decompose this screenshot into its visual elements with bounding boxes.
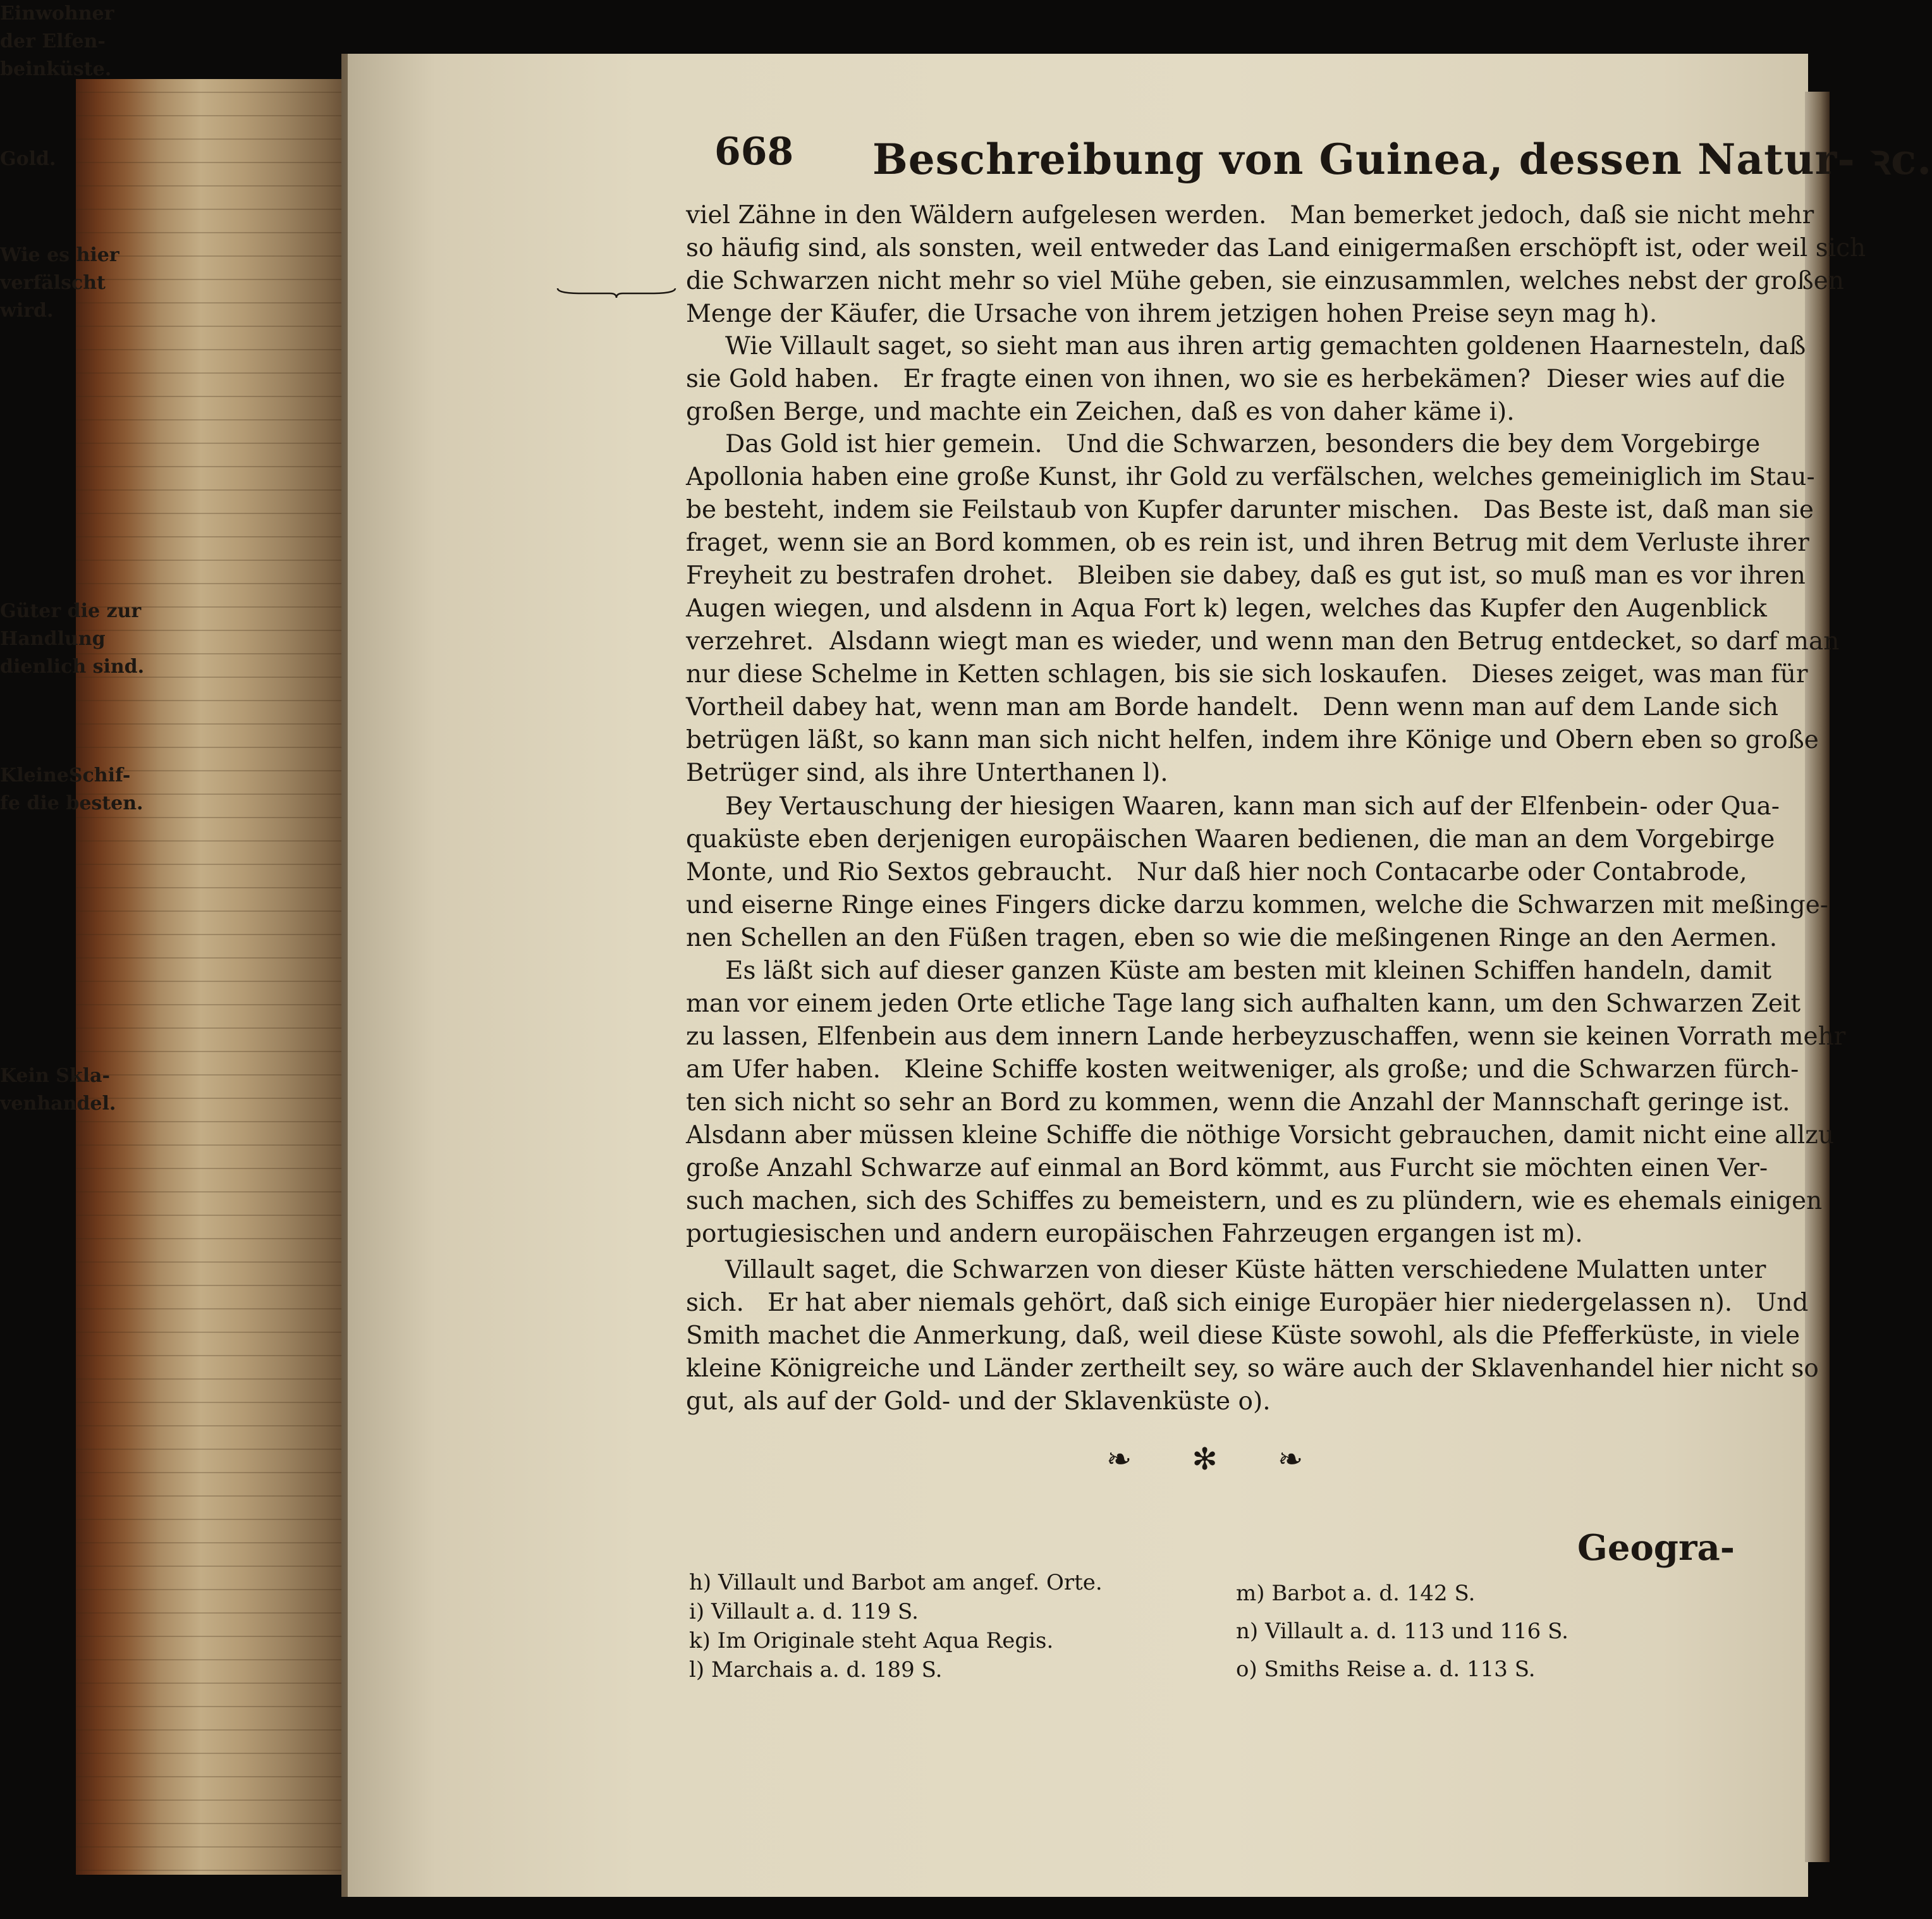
text-line: Vortheil dabey hat, wenn man am Borde handelt. Denn wenn man auf dem Lande sich bbox=[686, 693, 1779, 721]
footnote: l) Marchais a. d. 189 S. bbox=[689, 1657, 943, 1683]
text-line: Apollonia haben eine große Kunst, ihr Gold zu verfälschen, welches gemeiniglich im Stau- bbox=[686, 463, 1815, 491]
text-line: ten sich nicht so sehr an Bord zu kommen, wenn die Anzahl der Mannschaft geringe ist. bbox=[686, 1088, 1790, 1117]
footnote: h) Villault und Barbot am angef. Orte. bbox=[689, 1570, 1103, 1595]
running-head bbox=[714, 130, 1932, 193]
footnotes-left bbox=[689, 1568, 1103, 1684]
paragraph-p3 bbox=[686, 428, 1840, 790]
text-line: fraget, wenn sie an Bord kommen, ob es rein ist, und ihren Betrug mit dem Verluste ihrer bbox=[686, 529, 1809, 557]
margin-note-line: KleineSchif- bbox=[0, 764, 131, 787]
footnote: o) Smiths Reise a. d. 113 S. bbox=[1236, 1657, 1536, 1682]
text-line: be besteht, indem sie Feilstaub von Kupfer darunter mischen. Das Beste ist, daß man sie bbox=[686, 496, 1814, 524]
margin-note-line: fe die besten. bbox=[0, 792, 144, 814]
text-line: Es läßt sich auf dieser ganzen Küste am besten mit kleinen Schiffen handeln, damit bbox=[686, 957, 1772, 985]
text-line: Menge der Käufer, die Ursache von ihrem jetzigen hohen Preise seyn mag h). bbox=[686, 300, 1658, 328]
footnotes-right bbox=[1236, 1574, 1568, 1688]
text-line: Alsdann aber müssen kleine Schiffe die nöthige Vorsicht gebrauchen, damit nicht eine allzu bbox=[686, 1121, 1834, 1150]
ornament-vignette: ❧ ✻ ❧ bbox=[1106, 1442, 1329, 1477]
text-line: am Ufer haben. Kleine Schiffe kosten weitweniger, als große; und die Schwarzen fürch- bbox=[686, 1055, 1799, 1084]
paragraph-p5 bbox=[686, 955, 1846, 1251]
margin-note-line: Einwohner bbox=[0, 3, 114, 25]
text-line: Wie Villault saget, so sieht man aus ihren artig gemachten goldenen Haarnesteln, daß bbox=[686, 332, 1806, 360]
paragraph-p4 bbox=[686, 790, 1829, 955]
text-line: kleine Königreiche und Länder zertheilt sey, so wäre auch der Sklavenhandel hier nicht so bbox=[686, 1354, 1819, 1383]
text-line: und eiserne Ringe eines Fingers dicke darzu kommen, welche die Schwarzen mit meßinge- bbox=[686, 891, 1829, 919]
margin-note-verfaelscht bbox=[0, 242, 119, 325]
text-line: Das Gold ist hier gemein. Und die Schwarzen, besonders die bey dem Vorgebirge bbox=[686, 430, 1761, 458]
margin-note-line: Handlung bbox=[0, 628, 106, 650]
text-line: nur diese Schelme in Ketten schlagen, bis sie sich loskaufen. Dieses zeiget, was man für bbox=[686, 660, 1808, 689]
margin-note-sklaven bbox=[0, 1062, 116, 1118]
margin-note-gueter bbox=[0, 598, 144, 681]
margin-note-elfenbein bbox=[0, 0, 114, 83]
footnote: i) Villault a. d. 119 S. bbox=[689, 1599, 919, 1624]
footnote: m) Barbot a. d. 142 S. bbox=[1236, 1581, 1476, 1606]
text-line: Augen wiegen, und alsdenn in Aqua Fort k) legen, welches das Kupfer den Augenblick bbox=[686, 594, 1767, 623]
text-line: Smith machet die Anmerkung, daß, weil diese Küste sowohl, als die Pfefferküste, in viele bbox=[686, 1321, 1801, 1350]
margin-note-line: beinküste. bbox=[0, 58, 112, 80]
margin-note-line: Gold. bbox=[0, 148, 56, 170]
text-line: großen Berge, und machte ein Zeichen, daß es von daher käme i). bbox=[686, 398, 1515, 426]
footnote: k) Im Originale steht Aqua Regis. bbox=[689, 1628, 1054, 1653]
paragraph-p6 bbox=[686, 1254, 1819, 1418]
text-line: portugiesischen und andern europäischen Fahrzeugen ergangen ist m). bbox=[686, 1220, 1583, 1248]
text-line: Bey Vertauschung der hiesigen Waaren, kann man sich auf der Elfenbein- oder Qua- bbox=[686, 792, 1780, 821]
text-line: Villault saget, die Schwarzen von dieser Küste hätten verschiedene Mulatten unter bbox=[686, 1256, 1766, 1284]
text-line: betrügen läßt, so kann man sich nicht helfen, indem ihre Könige und Obern eben so große bbox=[686, 726, 1819, 754]
text-line: Freyheit zu bestrafen drohet. Bleiben sie dabey, daß es gut ist, so muß man es vor ihren bbox=[686, 561, 1806, 590]
margin-note-gold bbox=[0, 145, 56, 173]
margin-note-line: wird. bbox=[0, 300, 54, 322]
margin-brace bbox=[556, 286, 676, 298]
paragraph-p1 bbox=[686, 199, 1866, 331]
paragraph-p2 bbox=[686, 330, 1806, 429]
text-line: nen Schellen an den Füßen tragen, eben so wie die meßingenen Ringe an den Aermen. bbox=[686, 924, 1778, 952]
page-title: Beschreibung von Guinea, dessen Natur- ꝛc. bbox=[872, 135, 1932, 184]
text-line: sich. Er hat aber niemals gehört, daß sich einige Europäer hier niedergelassen n). Und bbox=[686, 1289, 1809, 1317]
catchword: Geogra- bbox=[1577, 1527, 1735, 1569]
text-line: viel Zähne in den Wäldern aufgelesen werden. Man bemerket jedoch, daß sie nicht mehr bbox=[686, 201, 1814, 230]
text-line: Betrüger sind, als ihre Unterthanen l). bbox=[686, 759, 1168, 787]
footnote: n) Villault a. d. 113 und 116 S. bbox=[1236, 1619, 1568, 1644]
margin-note-line: venhandel. bbox=[0, 1093, 116, 1115]
page-number: 668 bbox=[714, 130, 794, 174]
text-line: man vor einem jeden Orte etliche Tage lang sich aufhalten kann, um den Schwarzen Zeit bbox=[686, 990, 1801, 1018]
text-line: verzehret. Alsdann wiegt man es wieder, und wenn man den Betrug entdecket, so darf man bbox=[686, 627, 1840, 656]
margin-note-line: verfälscht bbox=[0, 272, 106, 294]
margin-note-line: Wie es hier bbox=[0, 244, 119, 266]
margin-note-line: dienlich sind. bbox=[0, 656, 145, 678]
margin-note-schiffe bbox=[0, 762, 144, 818]
text-line: sie Gold haben. Er fragte einen von ihnen, wo sie es herbekämen? Dieser wies auf die bbox=[686, 365, 1785, 393]
text-line: die Schwarzen nicht mehr so viel Mühe geben, sie einzusammlen, welches nebst der großen bbox=[686, 267, 1844, 295]
margin-note-line: Güter die zur bbox=[0, 600, 142, 622]
text-line: so häufig sind, als sonsten, weil entweder das Land einigermaßen erschöpft ist, oder weil sich bbox=[686, 234, 1866, 262]
margin-note-line: Kein Skla- bbox=[0, 1065, 110, 1087]
text-line: quaküste eben derjenigen europäischen Waaren bedienen, die man an dem Vorgebirge bbox=[686, 825, 1775, 854]
margin-note-line: der Elfen- bbox=[0, 30, 106, 52]
text-line: such machen, sich des Schiffes zu bemeistern, und es zu plündern, wie es ehemals einigen bbox=[686, 1187, 1823, 1215]
text-line: gut, als auf der Gold- und der Sklavenküste o). bbox=[686, 1387, 1271, 1416]
text-line: zu lassen, Elfenbein aus dem innern Lande herbeyzuschaffen, wenn sie keinen Vorrath mehr bbox=[686, 1022, 1846, 1051]
text-line: Monte, und Rio Sextos gebraucht. Nur daß hier noch Contacarbe oder Contabrode, bbox=[686, 858, 1747, 886]
text-line: große Anzahl Schwarze auf einmal an Bord kömmt, aus Furcht sie möchten einen Ver- bbox=[686, 1154, 1768, 1182]
